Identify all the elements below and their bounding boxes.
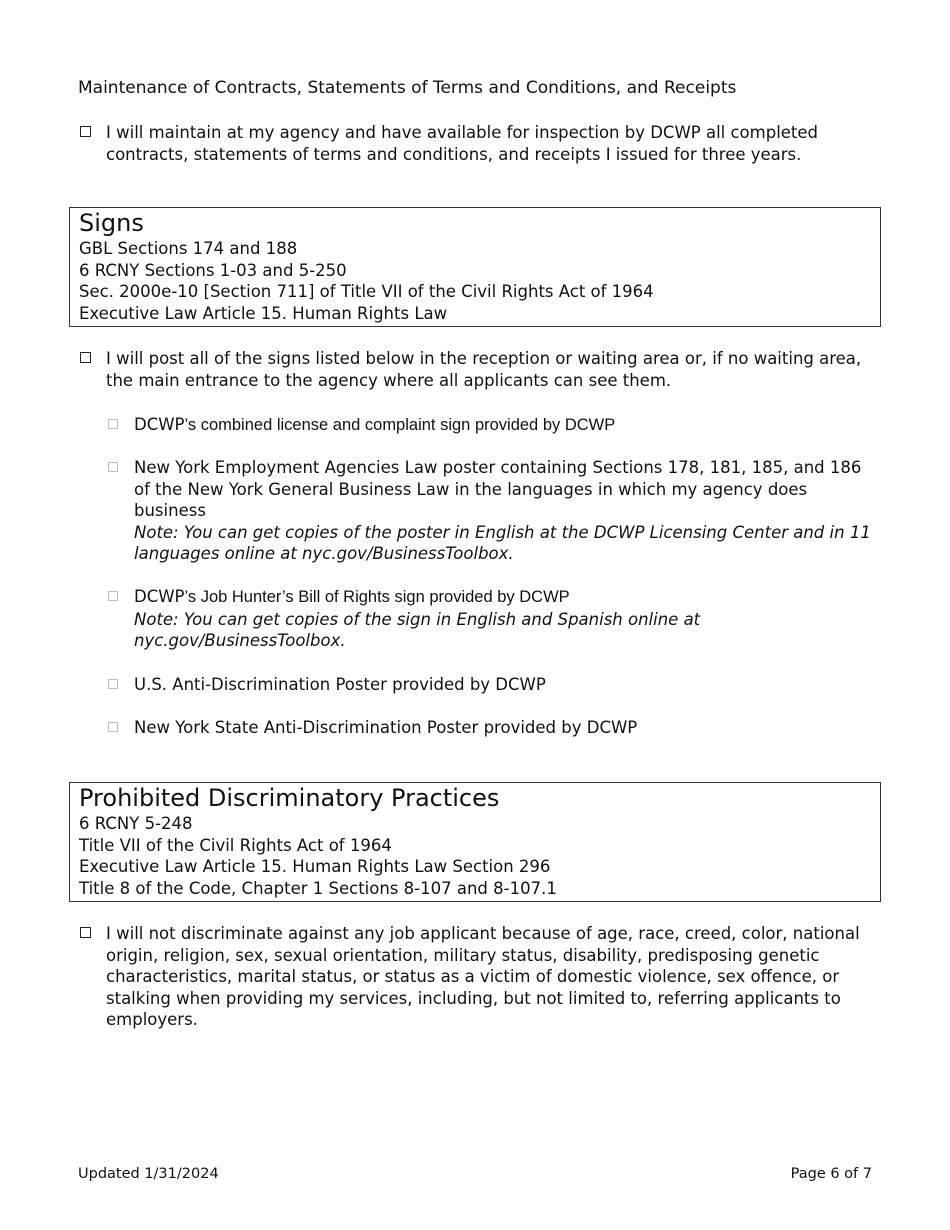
maintenance-heading: Maintenance of Contracts, Statements of Terms and Conditions, and Receipts bbox=[78, 78, 737, 98]
sign-note: Note: You can get copies of the sign in English and Spanish online at nyc.gov/BusinessToolbox. bbox=[134, 609, 701, 650]
sign-text: U.S. Anti-Discrimination Poster provided by DCWP bbox=[134, 675, 546, 694]
sign-sub-item[interactable] bbox=[107, 457, 877, 565]
discrimination-item-text: I will not discriminate against any job applicant because of age, race, creed, color, national origin, religion, sex, sexual orientation, military status, disability, predisposing genetic characteristics, marital status, or status as a victim of domestic violence, sex offence, or stalking when providing my services, including, but not limited to, referring applicants to employers. bbox=[106, 924, 860, 1029]
signs-section-header bbox=[69, 207, 881, 327]
signs-title: Signs bbox=[79, 209, 144, 237]
discrimination-checkbox-item[interactable] bbox=[78, 923, 868, 1031]
discrimination-citation: 6 RCNY 5-248 bbox=[79, 814, 193, 833]
footer-updated: Updated 1/31/2024 bbox=[78, 1166, 219, 1182]
sign-text: ’s combined license and complaint sign provided by DCWP bbox=[184, 416, 616, 434]
checkbox[interactable] bbox=[80, 927, 91, 938]
sign-sub-item[interactable] bbox=[107, 586, 877, 652]
sign-prefix: DCWP bbox=[134, 587, 185, 606]
discrimination-title: Prohibited Discriminatory Practices bbox=[79, 784, 500, 812]
discrimination-citation: Title VII of the Civil Rights Act of 1964 bbox=[79, 835, 392, 855]
checkbox[interactable] bbox=[108, 462, 118, 472]
sign-prefix: DCWP bbox=[134, 415, 185, 434]
maintenance-item-text: I will maintain at my agency and have available for inspection by DCWP all completed contracts, statements of terms and conditions, and receipts I issued for three years. bbox=[106, 123, 819, 164]
checkbox[interactable] bbox=[80, 352, 91, 363]
discrimination-citation: Title 8 of the Code, Chapter 1 Sections 8-107 and 8-107.1 bbox=[79, 878, 557, 898]
checkbox[interactable] bbox=[108, 722, 118, 732]
checkbox[interactable] bbox=[108, 419, 118, 429]
sign-sub-item[interactable] bbox=[107, 674, 877, 696]
signs-citation: 6 RCNY Sections 1-03 and 5-250 bbox=[79, 260, 347, 280]
sign-sub-item[interactable] bbox=[107, 414, 877, 437]
sign-note: Note: You can get copies of the poster in English at the DCWP Licensing Center and in 11 languages online at nyc.gov/BusinessToolbox. bbox=[134, 522, 871, 563]
signs-checkbox-item[interactable] bbox=[78, 348, 868, 391]
signs-item-text: I will post all of the signs listed below in the reception or waiting area or, if no waiting area, the main entrance to the agency where all applicants can see them. bbox=[106, 349, 862, 390]
checkbox[interactable] bbox=[108, 591, 118, 601]
footer-page-number: Page 6 of 7 bbox=[790, 1166, 872, 1182]
discrimination-section-header bbox=[69, 782, 881, 902]
signs-citation: Executive Law Article 15. Human Rights Law bbox=[79, 303, 448, 323]
checkbox[interactable] bbox=[108, 679, 118, 689]
sign-text: ’s Job Hunter’s Bill of Rights sign provided by DCWP bbox=[184, 588, 570, 606]
discrimination-citation: Executive Law Article 15. Human Rights Law Section 296 bbox=[79, 857, 551, 876]
sign-text: New York State Anti-Discrimination Poster provided by DCWP bbox=[134, 718, 638, 737]
signs-citation: Sec. 2000e-10 [Section 711] of Title VII of the Civil Rights Act of 1964 bbox=[79, 282, 654, 301]
sign-text: New York Employment Agencies Law poster containing Sections 178, 181, 185, and 186 of the New York General Business Law in the languages in which my agency does business bbox=[134, 458, 862, 520]
sign-sub-item[interactable] bbox=[107, 717, 877, 739]
signs-citation: GBL Sections 174 and 188 bbox=[79, 239, 298, 258]
maintenance-checkbox-item[interactable] bbox=[78, 122, 868, 165]
checkbox[interactable] bbox=[80, 126, 91, 137]
